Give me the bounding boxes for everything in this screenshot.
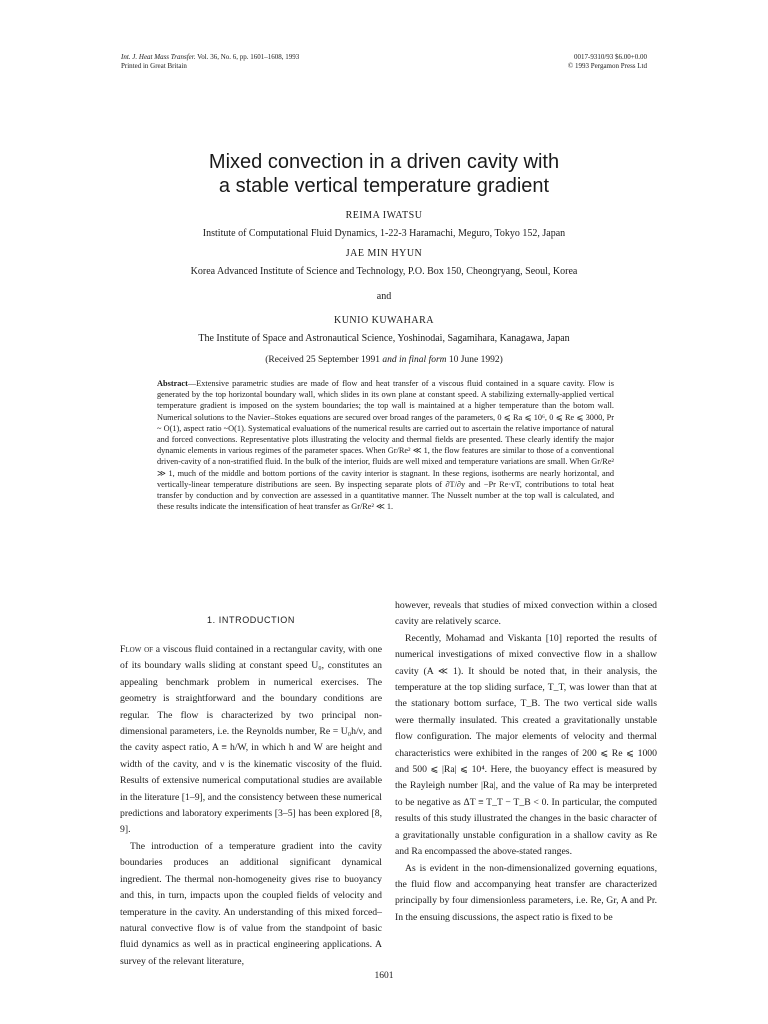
author-affiliation-1: Institute of Computational Fluid Dynamics, 1-22-3 Haramachi, Meguro, Tokyo 152, Japan [202, 228, 566, 239]
received-open: (Received 25 September 1991 [265, 355, 383, 365]
copyright: © 1993 Pergamon Press Ltd [567, 62, 647, 70]
and-separator: and [376, 291, 392, 302]
received-final: and in final form [382, 355, 447, 365]
title-line-1: Mixed convection in a driven cavity with [208, 151, 560, 173]
received-dates [60, 354, 708, 366]
intro-left-column [120, 612, 382, 970]
journal-name: Int. J. Heat Mass Transfer. [121, 53, 196, 61]
journal-header-right [568, 53, 647, 71]
received-close: 10 June 1992) [446, 355, 503, 365]
author-name-2: JAE MIN HYUN [345, 248, 423, 259]
intro-paragraph-1 [120, 642, 382, 839]
author-name-1: REIMA IWATSU [345, 210, 423, 221]
author-affiliation-2: Korea Advanced Institute of Science and Technology, P.O. Box 150, Cheongryang, Seoul, Korea [190, 266, 578, 277]
intro-lead-words: Flow of [120, 644, 154, 655]
intro-right-paragraph-1: Recently, Mohamad and Viskanta [10] reported the results of numerical investigations of mixed convective flow in a shallow cavity (A ≪ 1). It should be noted that, in their analysis, the temperature at the top sliding surface, T_T, was lower than that at the stationary bottom surface, T_B. The two vertical side walls were thermally insulated. This created a gravitationally unstable flow configuration. The major elements of velocity and thermal characteristics were exhibited in the ranges of 200 ⩽ Re ⩽ 1000 and 500 ⩽ |Ra| ⩽ 10⁴. Here, the buoyancy effect is measured by the Rayleigh number |Ra|, and the value of Ra may be interpreted to be negative as ΔT ≡ T_T − T_B < 0. In particular, the computed results of this study illustrated the changes in the basic character of a gravitationally unstable configuration in a shallow cavity as Re and Ra encompassed the above-stated ranges. [395, 632, 657, 858]
issn: 0017-9310/93 $6.00+0.00 [574, 53, 647, 61]
section-heading-introduction: 1. INTRODUCTION [206, 615, 295, 625]
title-line-2: a stable vertical temperature gradient [218, 175, 550, 197]
journal-volume: Vol. 36, No. 6, pp. 1601–1608, 1993 [197, 53, 300, 61]
abstract-label: Abstract [157, 379, 188, 388]
page-number: 1601 [374, 971, 394, 981]
author-name-3: KUNIO KUWAHARA [333, 315, 435, 326]
abstract-text: —Extensive parametric studies are made of flow and heat transfer of a viscous fluid contained in a square cavity. Flow is generated by the top horizontal boundary wall, which slides in its own plane at constant speed. A stabilizing externally-applied vertical temperature gradient is imposed on the system boundaries; the top wall is maintained at a higher temperature than the botom wall. Numerical solutions to the Navier–Stokes equations are secured over broad ranges of the parameters, 0 ⩽ Ra ⩽ 10⁶, 0 ⩽ Re ⩽ 3000, Pr ~ O(1), aspect ratio ~O(1). Systematical evaluations of the numerical results are carried out to ascertain the relative importance of natural and forced convections. Representative plots illustrating the velocity and thermal fields are presented. These clearly identify the major dynamic elements in various regimes of the parameter spaces. When Gr/Re² ≪ 1, the flow features are similar to those of a conventional driven-cavity of a non-stratified fluid. In the bulk of the interior, fluids are well mixed and temperature variations are small. When Gr/Re² ≫ 1, much of the middle and bottom portions of the cavity interior is stagnant. In these regions, isotherms are nearly horizontal, and vertically-linear temperature distributions are seen. By inspecting separate plots of ∂T/∂y and −Pr Re·vT, contributions to total heat transfer by conduction and by convection are assessed in a quantitative manner. The Nusselt number at the top wall is calculated, and these results indicate the intensification of heat transfer as Gr/Re² ≪ 1. [157, 379, 614, 512]
intro-paragraph-2: The introduction of a temperature gradient into the cavity boundaries produces an additional significant dynamical ingredient. The thermal non-homogeneity gives rise to buoyancy and this, in turn, impacts upon the coupled fields of velocity and temperature in the cavity. An understanding of this mixed forced–natural convective flow is of value from the standpoint of basic fluid dynamics as well as in practical engineering applications. A survey of the relevant literature, [120, 840, 382, 967]
intro-p1-text: a viscous fluid contained in a rectangular cavity, with one of its boundary walls sliding at constant speed U₀, constitutes an appealing benchmark problem in numerical exercises. The geometry is straightforward and the boundary conditions are regular. The flow is characterized by two principal non-dimensional parameters, i.e. the Reynolds number, Re = U₀h/ν, and the cavity aspect ratio, A ≡ h/W, in which h and W are height and width of the cavity, and ν is the kinematic viscosity of the fluid. Results of extensive numerical computational studies are available in the literature [1–9], and the consistency between these numerical predictions and laboratory experiments [3–5] has been explored [8, 9]. [120, 644, 382, 836]
printed-in: Printed in Great Britain [121, 62, 187, 70]
intro-right-column [395, 598, 657, 926]
paper-title [60, 150, 708, 198]
intro-right-paragraph-2: As is evident in the non-dimensionalized governing equations, the fluid flow and accompanying heat transfer are characterized principally by four dimensionless parameters, i.e. Re, Gr, A and Pr. In the ensuing discussions, the aspect ratio is fixed to be [395, 862, 657, 923]
abstract [157, 378, 614, 512]
intro-right-paragraph-0: however, reveals that studies of mixed convection within a closed cavity are relatively scarce. [395, 600, 657, 628]
author-affiliation-3: The Institute of Space and Astronautical Science, Yoshinodai, Sagamihara, Kanagawa, Japan [198, 333, 570, 344]
journal-header-left [121, 53, 299, 71]
